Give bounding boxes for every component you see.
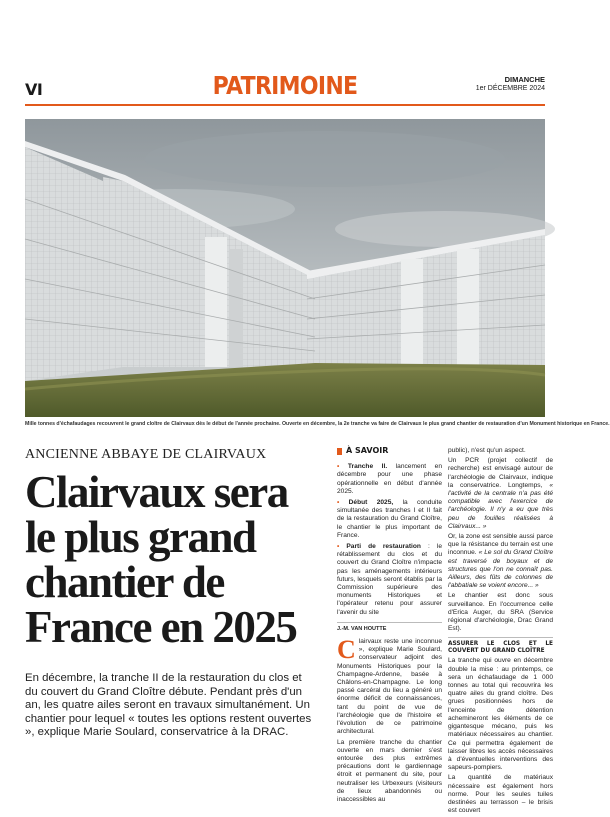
article-subhead: ASSURER LE CLOS ET LE COUVERT DU GRAND CLOÎTRE — [448, 637, 553, 655]
body-paragraph — [448, 457, 553, 531]
bullet-text: la conduite simultanée des tranches I et II fait de la restauration du Grand Cloître, le chantier le plus important de France. — [337, 499, 442, 539]
body-paragraph — [337, 635, 442, 736]
bullet-label: Parti de restauration — [346, 543, 421, 551]
divider — [337, 622, 442, 623]
body-paragraph: public), n'est qu'un aspect. — [448, 447, 526, 454]
bullet-text: lancement en décembre pour une phase opérationnelle en début d'année 2025. — [337, 463, 442, 495]
bullet-item: • Tranche II. lancement en décembre pour une phase opérationnelle en début d'année 2025. — [337, 463, 442, 495]
body-paragraph — [448, 533, 553, 590]
page-number: VI — [25, 80, 43, 99]
section-title: PATRIMOINE — [212, 71, 358, 100]
article-kicker: ANCIENNE ABBAYE DE CLAIRVAUX — [25, 447, 267, 462]
bullet-item: • Parti de restauration : le rétablissement du clos et du couvert du Grand Cloître n'impacte pas les aménagements intérieurs futurs, lesquels seront établis par la Commission supérieure des monuments Historiques et l'opérateur retenu pour assurer l'avenir du site — [337, 543, 442, 616]
cloister-photo — [25, 119, 545, 417]
photo-caption: Mille tonnes d'échafaudages recouvrent le grand cloître de Clairvaux dès le début de l'année prochaine. Ouverte en décembre, la 2e tranche va faire de Clairvaux le plus grand chantier de restauration d'un Monument historique en France. — [25, 421, 610, 427]
date-text: 1er DÉCEMBRE 2024 — [475, 85, 545, 92]
bullet-label: Début 2025, — [348, 499, 394, 507]
date-day: DIMANCHE — [504, 75, 545, 84]
body-paragraph: Le chantier est donc sous surveillance. En l'occurrence celle d'Erica Auger, du SRA (Service régional d'archéologie, Drac Grand Est). — [448, 592, 553, 633]
quote-text: « l'activité de la centrale n'a pas été compatible avec l'exercice de l'archéologie. Il n'y a eu que très peu de fouilles réalisées à Clairvaux... » — [448, 481, 553, 530]
body-text: lairvaux reste une inconnue », explique Marie Soulard, conservateur adjoint des Monuments Historiques pour la Champagne-Ardenne, basée à Châlons-en-Champagne. Le long passé carcéral du lieu a généré un énorme déficit de connaissances, tant du point de vue de l'archéologie que de l'histoire et l'évolution de ce patrimoine architectural. — [337, 638, 442, 736]
body-paragraph: La tranche qui ouvre en décembre double la mise : au printemps, ce sera un échafaudage de 1 000 tonnes au total qui recouvrira les quatre ailes du grand cloître. Des grues positionnées hors de l'enceinte de détention achemineront les éléments de ce gigantesque mécano, puis les matériaux nécessaires au chantier. Ce qui permettra également de laisser libres les accès nécessaires à d'éventuelles interventions des sapeurs-pompiers. — [448, 657, 553, 772]
bullet-item: • Début 2025, la conduite simultanée des tranches I et II fait de la restauration du Grand Cloître, le chantier le plus important de France. — [337, 499, 442, 539]
header-rule — [25, 104, 545, 106]
a-savoir-title: À SAVOIR — [337, 447, 442, 455]
body-text: Or, la zone est sensible aussi parce que la résistance du terrain est une inconnue. — [448, 533, 553, 557]
article-column-2 — [337, 447, 442, 806]
body-text: Un PCR (projet collectif de recherche) est envisagé autour de l'archéologie de Clairvaux, indique la conservatrice. Longtemps, — [448, 457, 553, 489]
drop-cap: C — [337, 635, 356, 665]
article-headline: Clairvaux sera le plus grand chantier de France en 2025 — [25, 467, 297, 652]
body-paragraph: La quantité de matériaux nécessaire est également hors norme. Pour les seules tuiles destinées au terrasson – le brisis est couvert — [448, 774, 553, 815]
author-byline: J.-M. VAN HOUTTE — [337, 625, 387, 632]
article-lead: En décembre, la tranche II de la restauration du clos et du couvert du Grand Cloître débute. Pendant près d'un an, les quatre ailes seront en travaux simultanément. Un chantier pour lequel « toutes les options restent ouvertes », explique Marie Soulard, conservatrice à la DRAC. — [25, 672, 312, 739]
bullet-label: Tranche II. — [347, 463, 388, 471]
date-block — [476, 75, 545, 93]
quote-text: « Le sol du Grand Cloître est traversé de boyaux et de structures que l'on ne connaît pas. Ailleurs, des fûts de colonnes de l'abbatiale se voient encore... » — [448, 549, 553, 590]
bullet-text: : le rétablissement du clos et du couvert du Grand Cloître n'impacte pas les aménagements intérieurs futurs, lesquels seront établis par la Commission supérieure des monuments Historiques et l'opérateur retenu pour assurer l'avenir du site — [337, 543, 442, 616]
body-paragraph: La première tranche du chantier ouverte en mars dernier s'est entourée des plus extrêmes précautions dont le gardiennage étroit et permanent du site, pour neutraliser les Urbexeurs (visiteurs de lieux abandonnés ou inaccessibles au — [337, 738, 442, 803]
article-column-3 — [448, 447, 553, 817]
